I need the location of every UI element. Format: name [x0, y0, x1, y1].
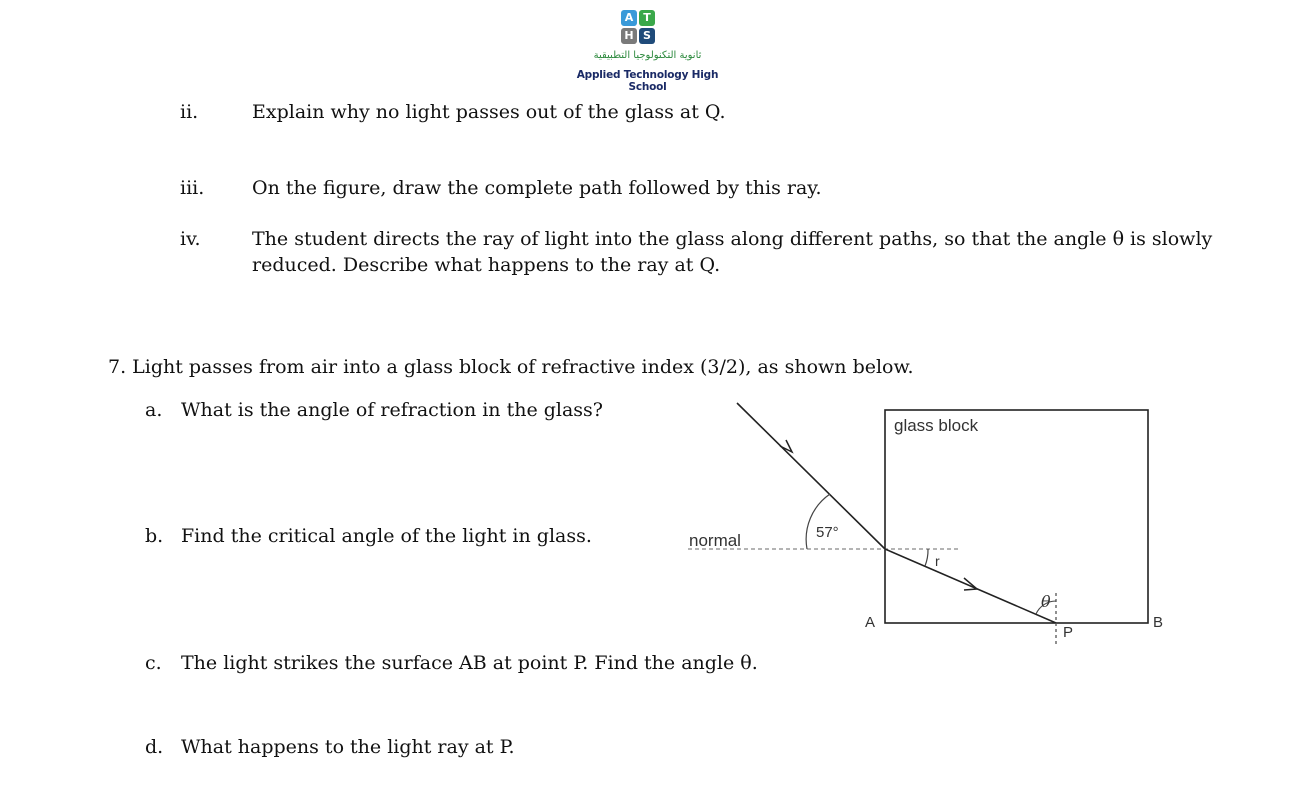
question-number-ii: ii. [180, 101, 199, 123]
part-b-text: Find the critical angle of the light in glass. [181, 525, 592, 547]
logo-letter-h: H [621, 28, 637, 44]
question-text-iii: On the figure, draw the complete path followed by this ray. [252, 177, 822, 199]
glass-block-outline [885, 410, 1148, 623]
incident-ray-arrowhead [780, 440, 792, 452]
logo-letter-s: S [639, 28, 655, 44]
refraction-angle-label: r [935, 553, 940, 569]
logo-arabic-name: ثانوية التكنولوجيا التطبيقية [593, 50, 702, 61]
part-d-text: What happens to the light ray at P. [181, 736, 515, 758]
refraction-angle-arc [925, 549, 928, 566]
incident-angle-label: 57° [816, 524, 839, 541]
question-text-iv-line2: reduced. Describe what happens to the ray at Q. [252, 254, 721, 276]
logo-english-name: Applied Technology High School [576, 69, 719, 93]
question-number-iv: iv. [180, 228, 201, 250]
normal-label: normal [689, 531, 741, 550]
glass-block-label: glass block [894, 416, 979, 435]
incident-ray [737, 403, 885, 549]
question-text-ii: Explain why no light passes out of the glass at Q. [252, 101, 726, 123]
theta-label: θ [1041, 592, 1051, 611]
part-b-label: b. [145, 525, 164, 547]
part-a-label: a. [145, 399, 163, 421]
logo-letter-a: A [621, 10, 637, 26]
point-b-label: B [1153, 614, 1164, 631]
part-c-label: c. [145, 652, 162, 674]
part-a-text: What is the angle of refraction in the glass? [181, 399, 603, 421]
question-number-iii: iii. [180, 177, 205, 199]
question-7-heading: 7. Light passes from air into a glass block of refractive index (3/2), as shown below. [108, 356, 914, 378]
refracted-ray [885, 549, 1056, 623]
part-c-text: The light strikes the surface AB at point P. Find the angle θ. [181, 652, 758, 674]
point-a-label: A [865, 614, 876, 631]
question-text-iv-line1: The student directs the ray of light into the glass along different paths, so that the angle θ is slowly [252, 228, 1213, 250]
logo-letter-t: T [639, 10, 655, 26]
part-d-label: d. [145, 736, 164, 758]
point-p-label: P [1063, 624, 1074, 641]
